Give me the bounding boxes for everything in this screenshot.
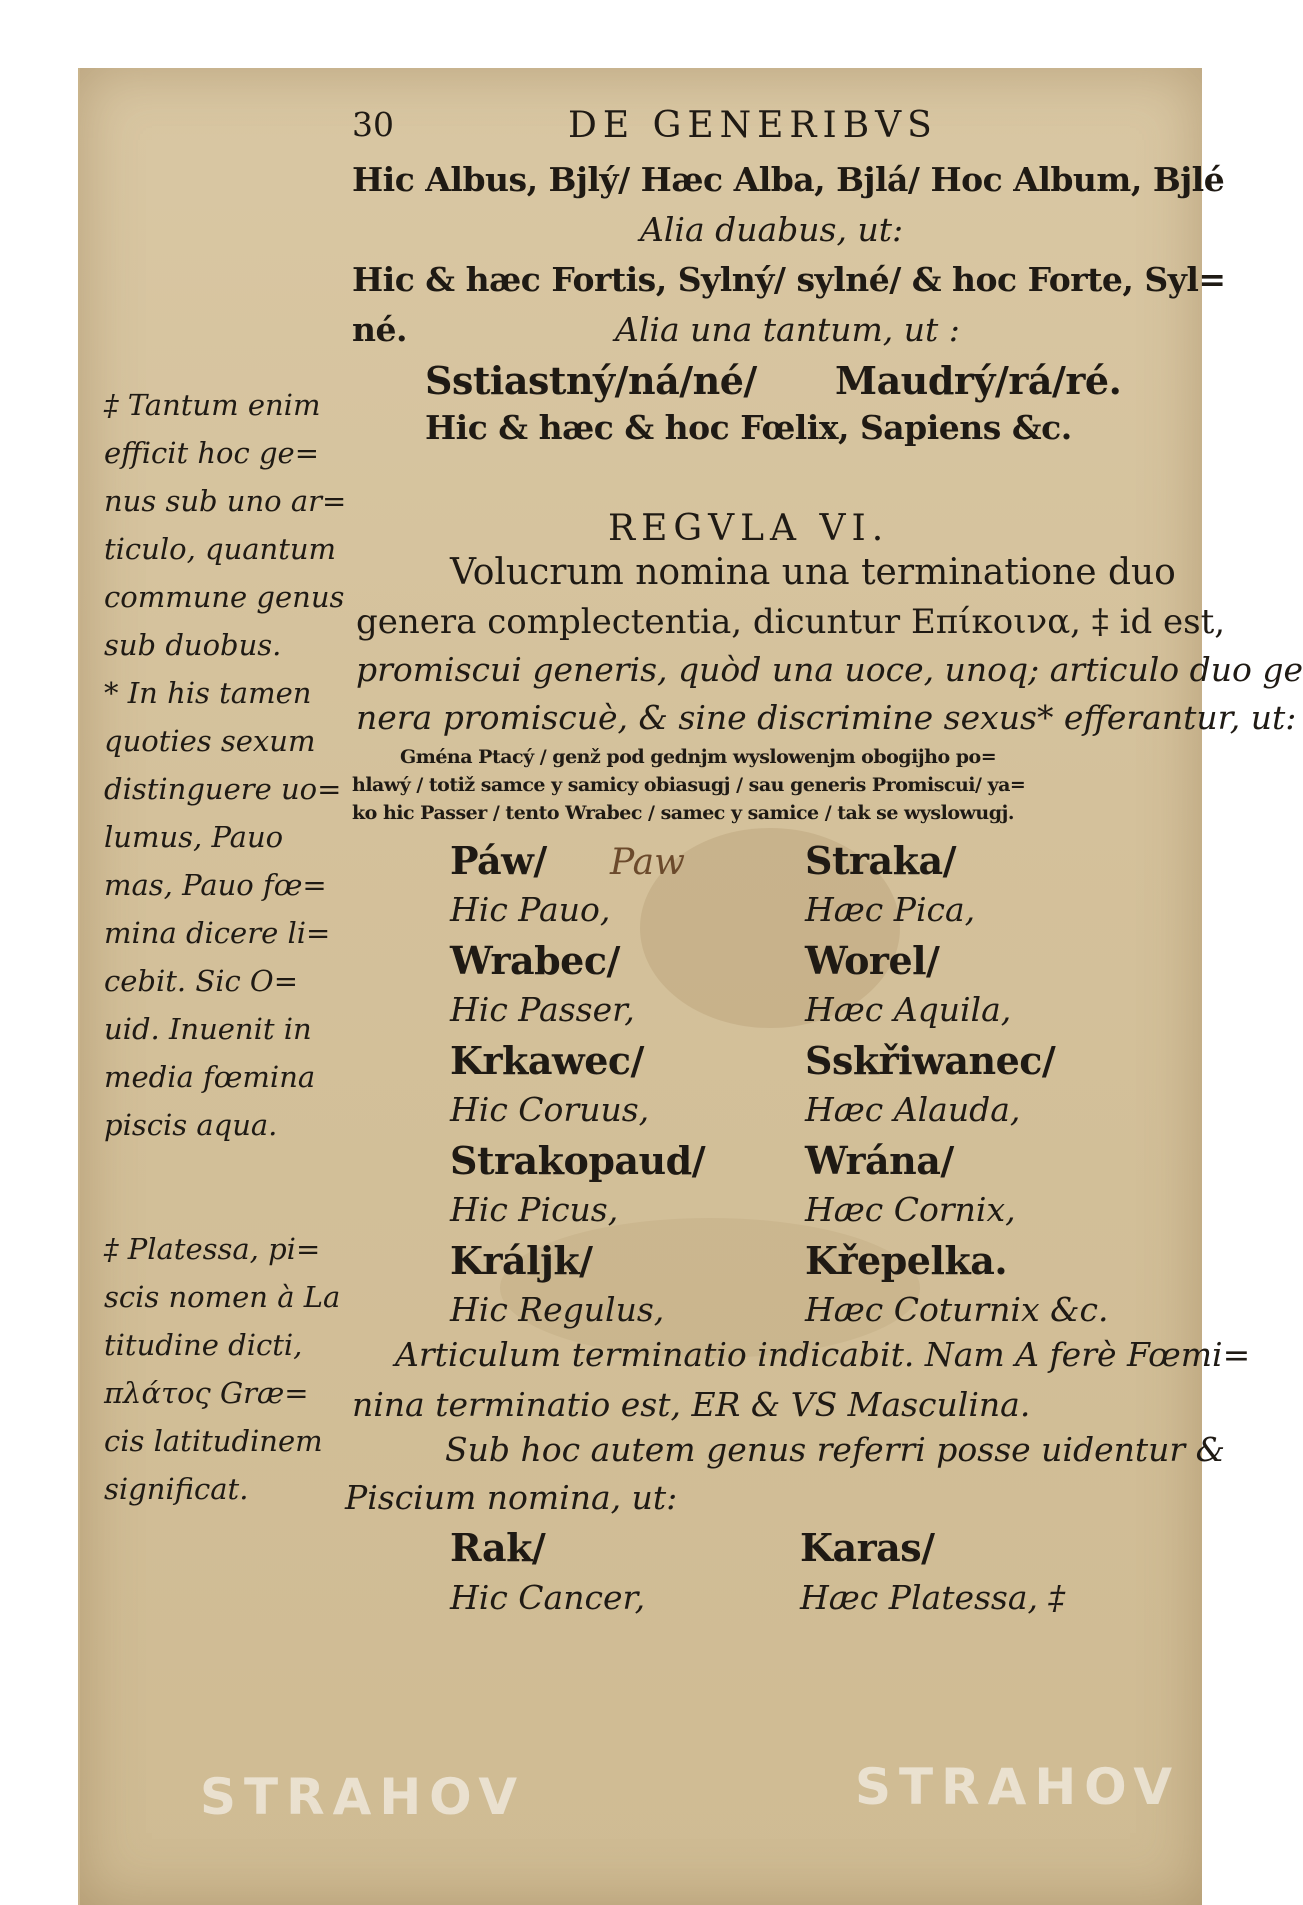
body-text: Sub hoc autem genus referri posse uidentur & — [445, 1430, 1226, 1469]
rule-text: promiscui generis, quòd una uoce, unoq; articulo duo ge — [356, 650, 1303, 689]
margin-line: sub duobus. — [104, 628, 282, 662]
bird-czech: Páw/ — [450, 838, 547, 883]
watermark: STRAHOV — [200, 1768, 526, 1826]
text-line: Hic & hæc Fortis, Sylný/ sylné/ & hoc Forte, Syl= — [352, 260, 1226, 299]
margin-line: efficit hoc ge= — [104, 436, 319, 470]
margin-line: ‡ Tantum enim — [104, 388, 321, 422]
page-number: 30 — [352, 105, 394, 144]
bird-czech: Sskřiwanec/ — [805, 1038, 1056, 1083]
rule-heading: REGVLA VI. — [608, 508, 890, 549]
bird-czech: Krkawec/ — [450, 1038, 644, 1083]
bird-latin: Hic Picus, — [450, 1190, 619, 1229]
margin-line: commune genus — [104, 580, 345, 614]
bird-latin: Hæc Pica, — [805, 890, 976, 929]
text-line: Hic & hæc & hoc Fœlix, Sapiens &c. — [425, 408, 1072, 447]
bird-latin: Hæc Alauda, — [805, 1090, 1021, 1129]
handwritten-note: Paw — [610, 842, 685, 883]
czech-gloss: ko hic Passer / tento Wrabec / samec y samice / tak se wyslowugj. — [352, 802, 1014, 824]
text-line: Sstiastný/ná/né/ — [425, 358, 757, 403]
bird-latin: Hic Regulus, — [450, 1290, 665, 1329]
bird-czech: Králjk/ — [450, 1238, 593, 1283]
bird-czech: Wrabec/ — [450, 938, 620, 983]
margin-line: cebit. Sic O= — [104, 964, 299, 998]
bird-latin: Hic Coruus, — [450, 1090, 650, 1129]
bird-latin: Hic Pauo, — [450, 890, 611, 929]
margin-line: quoties sexum — [104, 724, 316, 758]
bird-latin: Hic Passer, — [450, 990, 635, 1029]
body-text: Piscium nomina, ut: — [345, 1478, 678, 1517]
margin-line: uid. Inuenit in — [104, 1012, 312, 1046]
bird-czech: Křepelka. — [805, 1238, 1008, 1283]
text-line: Maudrý/rá/ré. — [835, 358, 1122, 403]
margin-line: titudine dicti, — [104, 1328, 303, 1362]
text-line: Alia duabus, ut: — [640, 210, 904, 249]
margin-line: πλάτος Græ= — [104, 1376, 309, 1410]
margin-line: scis nomen à La — [104, 1280, 341, 1314]
fish-czech: Rak/ — [450, 1525, 546, 1570]
watermark: STRAHOV — [855, 1758, 1181, 1816]
margin-line: ‡ Platessa, pi= — [104, 1232, 321, 1266]
margin-line: nus sub uno ar= — [104, 484, 347, 518]
margin-line: distinguere uo= — [104, 772, 342, 806]
czech-gloss: hlawý / totiž samce y samicy obiasugj / sau generis Promiscui/ ya= — [352, 774, 1026, 796]
bird-czech: Straka/ — [805, 838, 956, 883]
margin-line: mina dicere li= — [104, 916, 331, 950]
margin-line: significat. — [104, 1472, 249, 1506]
margin-line: ticulo, quantum — [104, 532, 337, 566]
czech-gloss: Gména Ptacý / genž pod gednjm wyslowenjm obogijho po= — [400, 746, 997, 768]
margin-line: mas, Pauo fœ= — [104, 868, 327, 902]
fish-latin: Hæc Platessa, ‡ — [800, 1578, 1066, 1617]
margin-line: cis latitudinem — [104, 1424, 323, 1458]
margin-line: lumus, Pauo — [104, 820, 284, 854]
body-text: Articulum terminatio indicabit. Nam A ferè Fœmi= — [395, 1335, 1251, 1374]
bird-latin: Hæc Aquila, — [805, 990, 1012, 1029]
margin-line: * In his tamen — [104, 676, 312, 710]
fish-latin: Hic Cancer, — [450, 1578, 646, 1617]
bird-latin: Hæc Cornix, — [805, 1190, 1016, 1229]
bird-latin: Hæc Coturnix &c. — [805, 1290, 1109, 1329]
rule-text: nera promiscuè, & sine discrimine sexus* efferantur, ut: — [356, 698, 1297, 737]
margin-line: piscis aqua. — [104, 1108, 278, 1142]
bird-czech: Wrána/ — [805, 1138, 954, 1183]
rule-text: genera complectentia, dicuntur Επίκοινα, ‡ id est, — [356, 602, 1226, 642]
text-line: Hic Albus, Bjlý/ Hæc Alba, Bjlá/ Hoc Album, Bjlé — [352, 160, 1225, 199]
bird-czech: Strakopaud/ — [450, 1138, 706, 1183]
body-text: nina terminatio est, ER & VS Masculina. — [352, 1385, 1031, 1424]
margin-line: media fœmina — [104, 1060, 316, 1094]
bird-czech: Worel/ — [805, 938, 940, 983]
running-head: DE GENERIBVS — [568, 105, 938, 146]
text-line: Alia una tantum, ut : — [615, 310, 960, 349]
rule-text: Volucrum nomina una terminatione duo — [450, 552, 1176, 593]
text-line: né. — [352, 310, 407, 349]
fish-czech: Karas/ — [800, 1525, 935, 1570]
